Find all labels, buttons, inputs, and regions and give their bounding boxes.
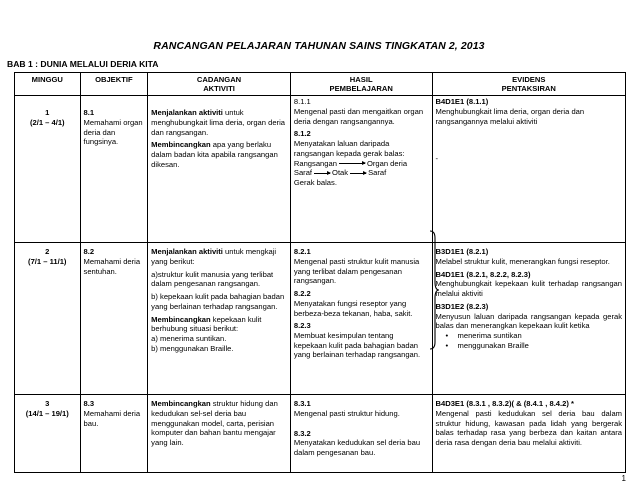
week-cell: 3 (14/1 – 19/1) (15, 395, 81, 473)
learning-outcome-cell: 8.3.1 Mengenal pasti struktur hidung. 8.3.2 Menyatakan kedudukan sel deria bau dalam pengesanan bau. (290, 395, 432, 473)
objective-cell: 8.3 Memahami deria bau. (80, 395, 148, 473)
objective-cell: 8.1 Memahami organ deria dan fungsinya. (80, 96, 148, 243)
arrow-icon (339, 163, 365, 164)
header-minggu: MINGGU (15, 73, 81, 96)
lesson-plan-table (14, 72, 626, 473)
document-title: RANCANGAN PELAJARAN TAHUNAN SAINS TINGKATAN 2, 2013 (153, 40, 485, 52)
objective-cell: 8.2 Memahami deria sentuhan. (80, 243, 148, 395)
table-row (15, 395, 626, 473)
week-cell: 1 (2/1 – 4/1) (15, 96, 81, 243)
chapter-heading: BAB 1 : DUNIA MELALUI DERIA KITA (7, 59, 159, 69)
flow-line-1: Rangsangan Organ deria (293, 158, 408, 168)
learning-outcome-cell: 8.1.1 Mengenal pasti dan mengaitkan organ deria dengan rangsangannya. 8.1.2 Menyatakan laluan daripada rangsangan kepada gerak balas: Rangsangan Organ deria Saraf Otak Saraf Gerak balas. (290, 96, 432, 243)
header-cadangan-aktiviti: CADANGAN AKTIVITI (148, 73, 291, 96)
table-row (15, 96, 626, 243)
evidence-cell: B4D1E1 (8.1.1) Menghubungkait lima deria, organ deria dan rangsangannya melalui aktiviti - (432, 96, 625, 243)
curly-brace-icon (428, 230, 440, 350)
table-header-row (15, 73, 626, 96)
learning-outcome-cell: 8.2.1 Mengenal pasti struktur kulit manusia yang terlibat dalam pengesanan rangsangan. 8.2.2 Menyatakan fungsi reseptor yang berbeza-beza tekanan, haba, sakit. 8.2.3 Membuat kesimpulan tentang kepekaan kulit pada bahagian badan yang berlainan terhadap rangsangan. (290, 243, 432, 395)
activity-cell: Menjalankan aktiviti untuk mengkaji yang berikut: a)struktur kulit manusia yang terlibat dalam pengesanan rangsangan. b) kepekaan kulit pada bahagian badan yang berlainan terhadap rangsangan. Membincangkan kepekaan kulit berhubung situasi berikut: a) menerima suntikan. b) menggunakan Braille. (148, 243, 291, 395)
header-objektif: OBJEKTIF (80, 73, 148, 96)
page-number: 1 (621, 474, 626, 483)
header-hasil-pembelajaran: HASIL PEMBELAJARAN (290, 73, 432, 96)
header-evidens-pentaksiran: EVIDENS PENTAKSIRAN (432, 73, 625, 96)
arrow-icon (314, 173, 330, 174)
activity-cell: Menjalankan aktiviti untuk menghubungkait lima deria, organ deria dan rangsangan. Membincangkan apa yang berlaku dalam badan kita apabila rangsangan dikesan. (148, 96, 291, 243)
evidence-bullet-list (436, 331, 622, 350)
arrow-icon (350, 173, 366, 174)
table-row (15, 243, 626, 395)
evidence-cell: B4D3E1 (8.3.1 , 8.3.2)( & (8.4.1 , 8.4.2) * Mengenal pasti kedudukan sel deria bau dalam struktur hidung, kawasan pada lidah yang bergerak balas terhadap rasa yang berbeza dan kaitan antara deria rasa dengan deria bau melalui aktiviti. (432, 395, 625, 473)
list-item: • menggunakan Braille (436, 341, 622, 351)
evidence-cell: B3D1E1 (8.2.1) Melabel struktur kulit, menerangkan fungsi reseptor. B4D1E1 (8.2.1, 8.2.2, 8.2.3) Menghubungkait kepekaan kulit terhadap rangsangan melalui aktiviti B3D1E2 (8.2.3) Menyusun laluan daripada rangsangan kepada gerak balas dan menerangkan kepekaan kulit ketika • menerima suntikan • menggunakan Braille (432, 243, 625, 395)
flow-line-2: Saraf Otak Saraf (293, 168, 387, 178)
week-cell: 2 (7/1 – 11/1) (15, 243, 81, 395)
activity-cell: Membincangkan struktur hidung dan kedudukan sel-sel deria bau menggunakan model, carta, perisian komputer dan bahan bantu mengajar yang lain. (148, 395, 291, 473)
list-item: • menerima suntikan (436, 331, 622, 341)
